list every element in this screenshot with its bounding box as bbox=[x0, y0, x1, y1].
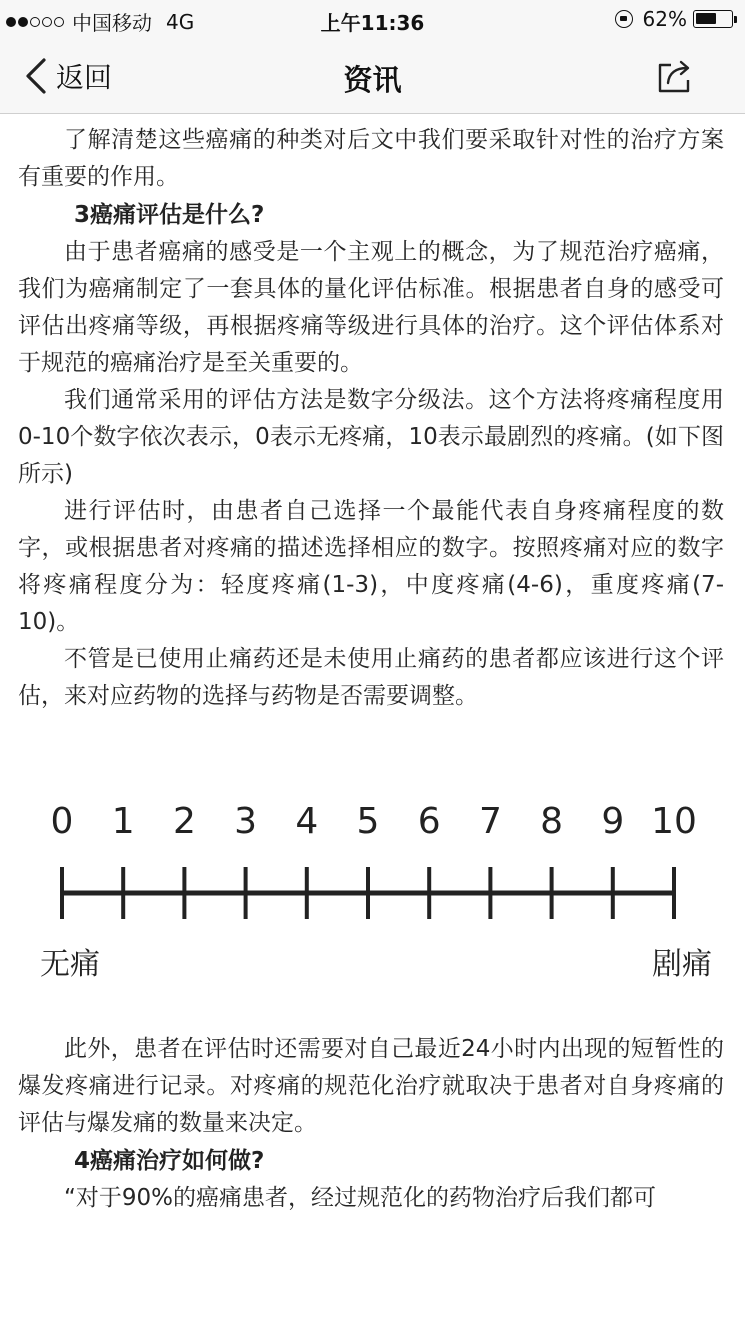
pain-scale-tick-label: 5 bbox=[356, 801, 380, 842]
pain-scale-image bbox=[18, 731, 724, 1031]
pain-scale-min-label: 无痛 bbox=[40, 947, 100, 982]
pain-scale-tick-label: 9 bbox=[601, 801, 625, 842]
pain-scale-tick-label: 10 bbox=[651, 801, 697, 842]
back-label: 返回 bbox=[56, 61, 113, 94]
battery-percent: 62% bbox=[642, 7, 687, 31]
paragraph: 进行评估时，由患者自己选择一个最能代表自身疼痛程度的数字，或根据患者对疼痛的描述选择相应的数字。按照疼痛对应的数字将疼痛程度分为：轻度疼痛(1-3)，中度疼痛(4-6)，重度疼痛(7-10)。 bbox=[18, 498, 724, 635]
carrier-name: 中国移动 bbox=[72, 11, 152, 35]
battery-tip bbox=[734, 16, 737, 23]
paragraph: 由于患者癌痛的感受是一个主观上的概念，为了规范治疗癌痛，我们为癌痛制定了一套具体的量化评估标准。根据患者自身的感受可评估出疼痛等级，再根据疼痛等级进行具体的治疗。这个评估体系对于规范的癌痛治疗是至关重要的。 bbox=[18, 239, 724, 376]
pain-scale-tick-label: 2 bbox=[172, 801, 196, 842]
battery-fill bbox=[696, 13, 716, 24]
page-title: 资讯 bbox=[343, 63, 402, 97]
paragraph: 我们通常采用的评估方法是数字分级法。这个方法将疼痛程度用0-10个数字依次表示，0表示无疼痛，10表示最剧烈的疼痛。(如下图所示) bbox=[18, 387, 724, 487]
status-time: 上午11:36 bbox=[320, 11, 425, 35]
status-bar bbox=[0, 0, 745, 38]
paragraph: “对于90%的癌痛患者，经过规范化的药物治疗后我们都可 bbox=[64, 1185, 657, 1211]
pain-scale-tick-label: 6 bbox=[417, 801, 441, 842]
pain-scale-tick-label: 7 bbox=[478, 801, 502, 842]
rotation-lock-icon bbox=[615, 10, 633, 28]
pain-scale-max-label: 剧痛 bbox=[652, 947, 712, 982]
section-heading: 4癌痛治疗如何做? bbox=[74, 1148, 265, 1174]
battery-icon bbox=[693, 10, 733, 28]
article-body bbox=[18, 122, 724, 1217]
pain-scale-tick-label: 8 bbox=[540, 801, 564, 842]
pain-scale-tick-label: 3 bbox=[234, 801, 258, 842]
pain-scale-tick-label: 0 bbox=[50, 801, 74, 842]
paragraph: 此外，患者在评估时还需要对自己最近24小时内出现的短暂性的爆发疼痛进行记录。对疼痛的规范化治疗就取决于患者对自身疼痛的评估与爆发痛的数量来决定。 bbox=[18, 1036, 724, 1136]
status-right bbox=[615, 7, 737, 31]
share-button[interactable] bbox=[657, 58, 693, 94]
share-icon bbox=[657, 58, 693, 94]
pain-scale-figure bbox=[18, 731, 724, 1031]
pain-scale-tick-label: 1 bbox=[111, 801, 135, 842]
network-type: 4G bbox=[166, 9, 195, 34]
pain-scale-tick-label: 4 bbox=[295, 801, 319, 842]
section-heading: 3癌痛评估是什么? bbox=[74, 202, 265, 228]
nav-bar bbox=[0, 38, 745, 114]
paragraph: 了解清楚这些癌痛的种类对后文中我们要采取针对性的治疗方案有重要的作用。 bbox=[18, 127, 724, 190]
paragraph: 不管是已使用止痛药还是未使用止痛药的患者都应该进行这个评估，来对应药物的选择与药物是否需要调整。 bbox=[18, 646, 724, 709]
